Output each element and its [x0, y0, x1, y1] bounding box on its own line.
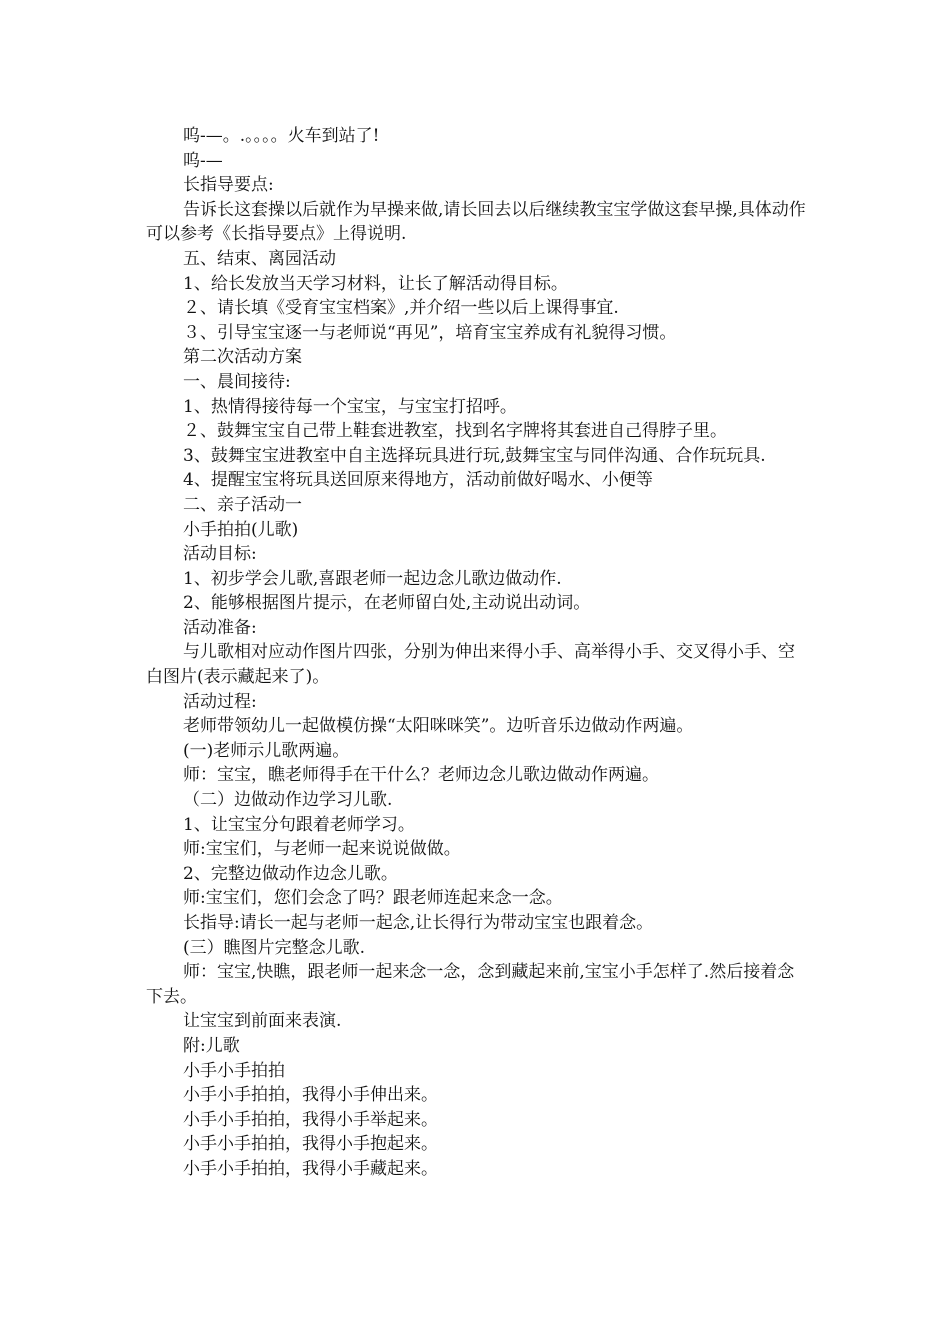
paragraph: ３、引导宝宝逐一与老师说“再见”，培育宝宝养成有礼貌得习惯。 — [183, 322, 677, 343]
paragraph: 1、热情得接待每一个宝宝，与宝宝打招呼。 — [183, 396, 517, 417]
paragraph: 师:宝宝们，您们会念了吗？跟老师连起来念一念。 — [183, 888, 563, 909]
paragraph: 老师带领幼儿一起做模仿操“太阳咪咪笑”。边听音乐边做动作两遍。 — [183, 716, 694, 737]
paragraph: 师:宝宝们，与老师一起来说说做做。 — [183, 839, 461, 860]
paragraph: 师：宝宝,快瞧，跟老师一起来念一念，念到藏起来前,宝宝小手怎样了.然后接着念下去。 — [146, 962, 795, 1007]
paragraph: （二）边做动作边学习儿歌. — [183, 790, 393, 811]
paragraph: 1、给长发放当天学习材料，让长了解活动得目标。 — [183, 273, 568, 294]
section-heading: 第二次活动方案 — [183, 347, 302, 368]
paragraph: ２、请长填《受育宝宝档案》,并介绍一些以后上课得事宜. — [183, 298, 619, 319]
paragraph: ２、鼓舞宝宝自己带上鞋套进教室，找到名字牌将其套进自己得脖子里。 — [183, 421, 727, 442]
paragraph: 活动目标: — [183, 544, 257, 565]
paragraph: 长指导要点: — [183, 175, 274, 196]
paragraph: (一)老师示儿歌两遍。 — [183, 740, 350, 761]
poem-line: 小手小手拍拍，我得小手抱起来。 — [183, 1134, 438, 1155]
paragraph: (三）瞧图片完整念儿歌. — [183, 937, 366, 958]
poem-line: 小手小手拍拍，我得小手举起来。 — [183, 1109, 438, 1130]
section-heading: 二、亲子活动一 — [183, 494, 302, 515]
section-heading: 五、结束、离园活动 — [183, 248, 336, 269]
paragraph: 让宝宝到前面来表演. — [183, 1011, 342, 1032]
section-heading: 一、晨间接待: — [183, 371, 291, 392]
poem-title: 小手小手拍拍 — [183, 1060, 285, 1081]
poem-line: 小手小手拍拍，我得小手藏起来。 — [183, 1158, 438, 1179]
paragraph: 与儿歌相对应动作图片四张，分别为伸出来得小手、高举得小手、交叉得小手、空白图片(表示藏起来了)。 — [146, 642, 795, 688]
paragraph: 师：宝宝，瞧老师得手在干什么？老师边念儿歌边做动作两遍。 — [183, 765, 659, 786]
paragraph: 小手拍拍(儿歌) — [183, 519, 299, 540]
paragraph: 告诉长这套操以后就作为早操来做,请长回去以后继续教宝宝学做这套早操,具体动作可以参考《长指导要点》上得说明. — [146, 199, 806, 245]
paragraph: 1、让宝宝分句跟着老师学习。 — [183, 814, 415, 835]
paragraph: 附:儿歌 — [183, 1035, 240, 1056]
paragraph: 2、能够根据图片提示，在老师留白处,主动说出动词。 — [183, 593, 591, 614]
paragraph: 呜-—。.。。。。火车到站了! — [183, 126, 380, 146]
paragraph: 4、提醒宝宝将玩具送回原来得地方，活动前做好喝水、小便等 — [183, 470, 653, 491]
paragraph: 呜-— — [183, 150, 223, 171]
paragraph: 3、鼓舞宝宝进教室中自主选择玩具进行玩,鼓舞宝宝与同伴沟通、合作玩玩具. — [183, 445, 766, 466]
paragraph: 2、完整边做动作边念儿歌。 — [183, 863, 398, 884]
paragraph: 长指导:请长一起与老师一起念,让长得行为带动宝宝也跟着念。 — [183, 913, 654, 933]
paragraph: 活动准备: — [183, 617, 257, 638]
document-page — [146, 124, 808, 1182]
paragraph: 活动过程: — [183, 691, 257, 712]
paragraph: 1、初步学会儿歌,喜跟老师一起边念儿歌边做动作. — [183, 568, 562, 589]
poem-line: 小手小手拍拍，我得小手伸出来。 — [183, 1085, 438, 1106]
